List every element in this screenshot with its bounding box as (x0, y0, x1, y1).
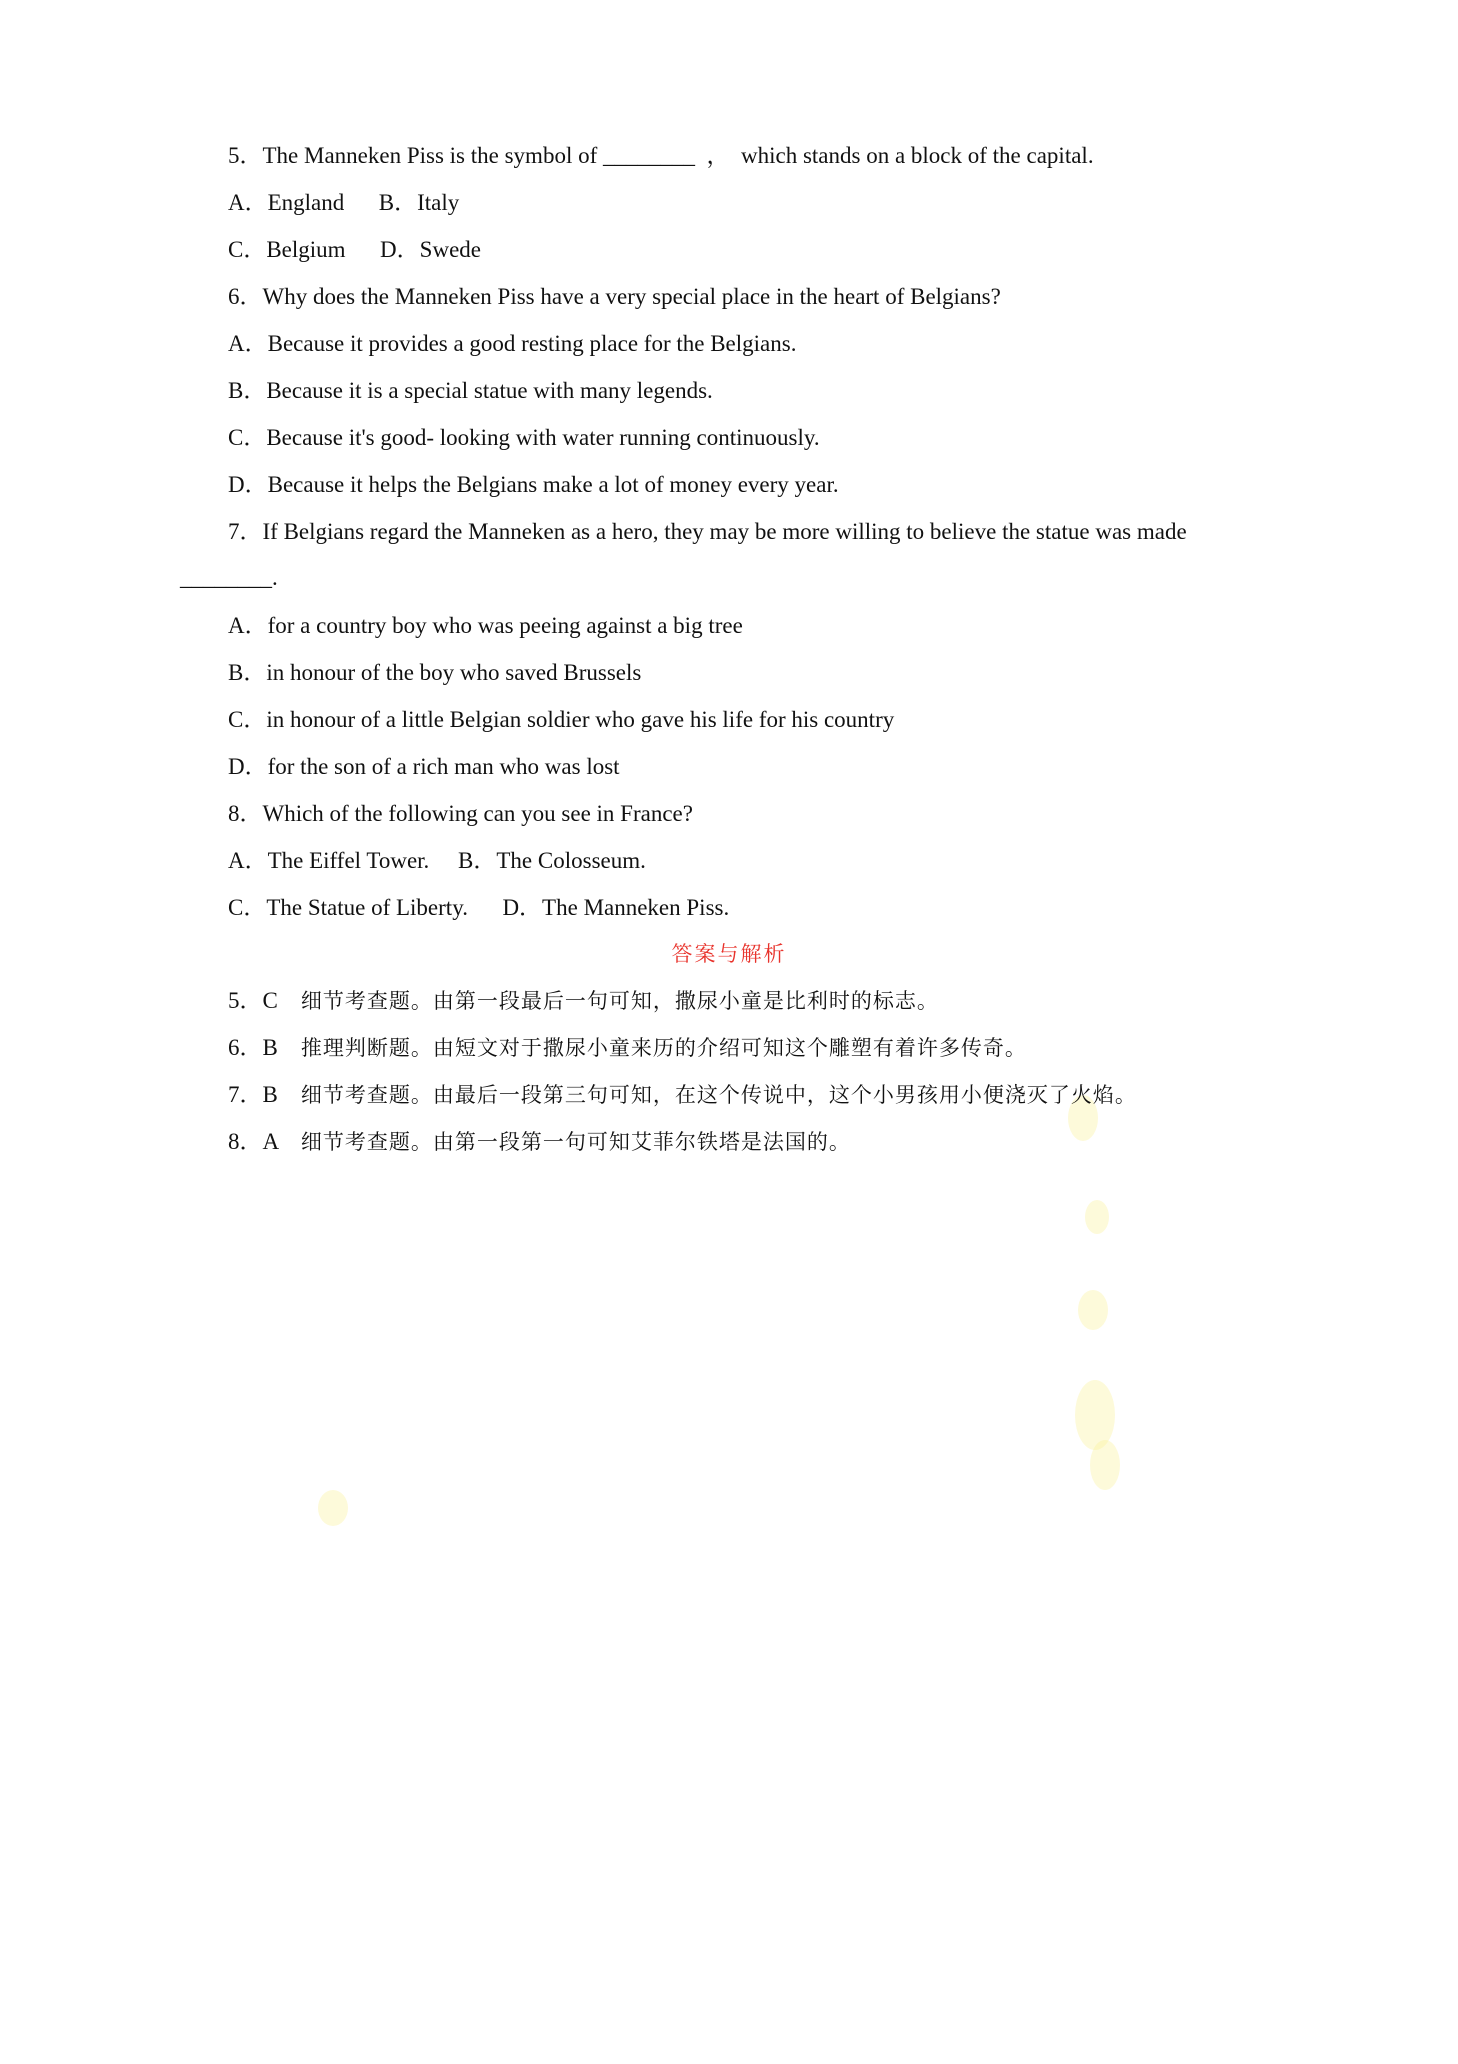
question-7-option-d: D．for the son of a rich man who was lost (228, 754, 620, 779)
answer-key: 5．C (228, 988, 278, 1013)
answer-explanation: 细节考查题。由第一段最后一句可知，撒尿小童是比利时的标志。 (300, 989, 939, 1013)
question-5-stem: 5．The Manneken Piss is the symbol of ________ ， which stands on a block of the capital. (228, 143, 1094, 168)
answer-explanation: 推理判断题。由短文对于撒尿小童来历的介绍可知这个雕塑有着许多传奇。 (300, 1036, 1027, 1060)
question-7-option-c: C．in honour of a little Belgian soldier who gave his life for his country (228, 707, 895, 732)
answer-heading: 答案与解析 (671, 942, 787, 966)
question-7-stem: 7．If Belgians regard the Manneken as a hero, they may be more willing to believe the statue was made (228, 519, 1187, 544)
question-6-option-c: C．Because it's good- looking with water running continuously. (228, 425, 820, 450)
question-8-options-cd: C．The Statue of Liberty. D．The Manneken Piss. (228, 895, 730, 920)
answer-5 (228, 986, 939, 1016)
question-6-option-d: D．Because it helps the Belgians make a lot of money every year. (228, 472, 839, 497)
answer-8 (228, 1127, 851, 1157)
question-5-options-ab: A．England B．Italy (228, 190, 460, 215)
question-6-option-b: B．Because it is a special statue with many legends. (228, 378, 713, 403)
answer-key: 8．A (228, 1129, 278, 1154)
question-7-stem-continued: ________. (180, 565, 278, 590)
question-5-options-cd: C．Belgium D．Swede (228, 237, 481, 262)
answer-key: 6．B (228, 1035, 278, 1060)
question-8-options-ab: A．The Eiffel Tower. B．The Colosseum. (228, 848, 646, 873)
answer-explanation: 细节考查题。由最后一段第三句可知，在这个传说中，这个小男孩用小便浇灭了火焰。 (300, 1083, 1137, 1107)
question-7-option-a: A．for a country boy who was peeing against a big tree (228, 613, 743, 638)
question-6-stem: 6．Why does the Manneken Piss have a very special place in the heart of Belgians? (228, 284, 1001, 309)
answer-7 (228, 1080, 1137, 1110)
question-8-stem: 8．Which of the following can you see in France? (228, 801, 693, 826)
question-7-option-b: B．in honour of the boy who saved Brussels (228, 660, 642, 685)
answer-key: 7．B (228, 1082, 278, 1107)
answer-6 (228, 1033, 1027, 1063)
question-6-option-a: A．Because it provides a good resting place for the Belgians. (228, 331, 797, 356)
answer-explanation: 细节考查题。由第一段第一句可知艾菲尔铁塔是法国的。 (300, 1130, 851, 1154)
